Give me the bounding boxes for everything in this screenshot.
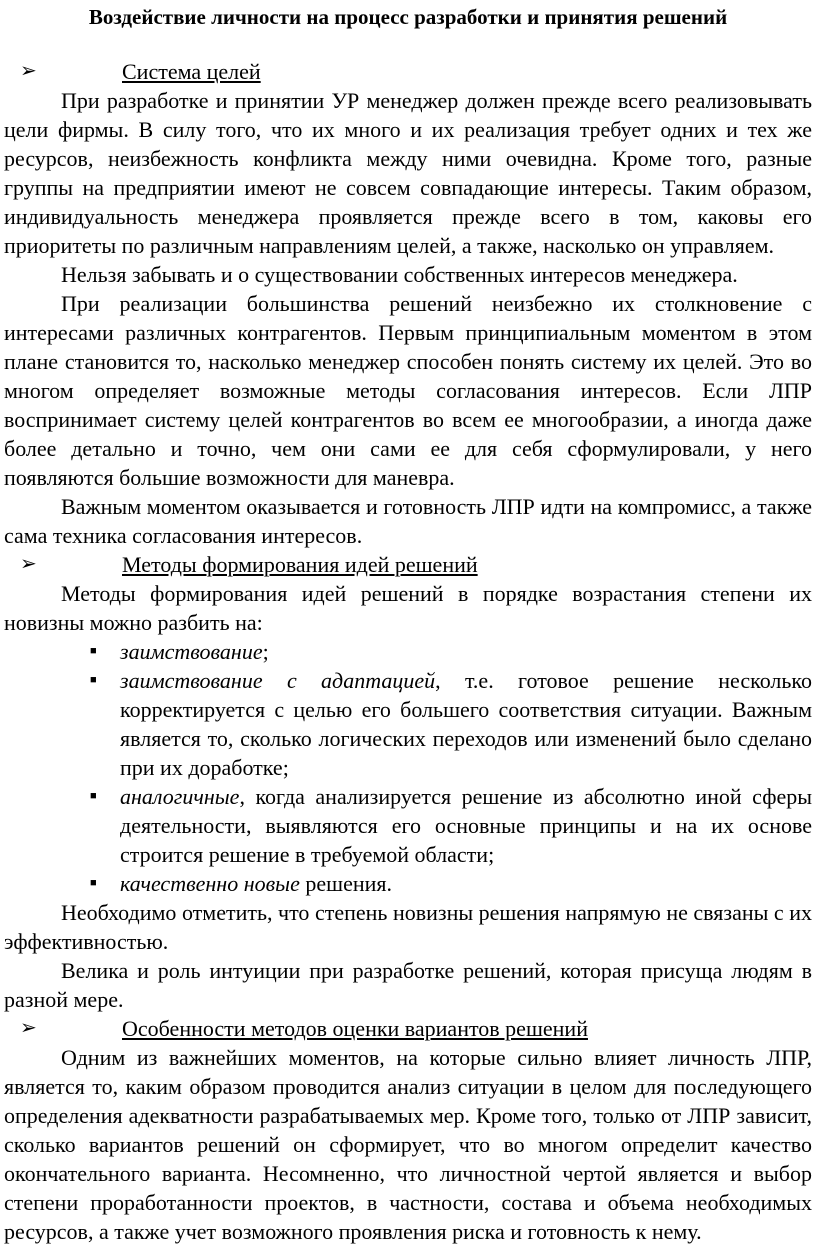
list-item: [90, 869, 812, 898]
section-heading-text: Методы формирования идей решений: [122, 552, 478, 577]
paragraph: Важным моментом оказывается и готовность ЛПР идти на компромисс, а также сама техника согласования интересов.: [4, 494, 812, 548]
arrowhead-right-icon: ➢: [20, 553, 37, 575]
paragraph: При реализации большинства решений неизбежно их столкновение с интересами различных контрагентов. Первым принципиальным моментом в этом плане становится то, насколько менеджер способен понять систему их целей. Это во многом определяет возможные методы согласования интересов. Если ЛПР воспринимает систему целей контрагентов во всем ее многообразии, а иногда даже более детально и точно, чем они сами ее для себя сформулировали, у него появляются большие возможности для маневра.: [4, 291, 812, 490]
paragraph: Велика и роль интуиции при разработке решений, которая присуща людям в разной мере.: [4, 958, 812, 1012]
arrowhead-right-icon: ➢: [20, 60, 37, 82]
methods-list: [4, 637, 812, 898]
paragraph: Одним из важнейших моментов, на которые сильно влияет личность ЛПР, является то, каким образом проводится анализ ситуации в целом для последующего определения адекватности разрабатываемых мер. Кроме того, только от ЛПР зависит, сколько вариантов решений он сформирует, что во многом определит качество окончательного варианта. Несомненно, что личностной чертой является и выбор степени проработанности проектов, в частности, состава и объема необходимых ресурсов, а также учет возможного проявления риска и готовность к нему.: [4, 1045, 812, 1244]
list-item-term: качественно новые: [120, 871, 300, 896]
section-heading-text: Система целей: [122, 59, 261, 84]
paragraph: Необходимо отметить, что степень новизны решения напрямую не связаны с их эффективностью.: [4, 900, 812, 954]
square-bullet-icon: ■: [90, 877, 97, 889]
square-bullet-icon: ■: [90, 674, 97, 686]
arrowhead-right-icon: ➢: [20, 1017, 37, 1039]
document-title: Воздействие личности на процесс разработки и принятия решений: [88, 5, 728, 29]
list-item-text: , когда анализируется решение из абсолютно иной сферы деятельности, выявляются его основные принципы и на их основе строится решение в требуемой области;: [120, 784, 812, 867]
paragraph: Нельзя забывать и о существовании собственных интересов менеджера.: [61, 262, 738, 287]
list-item: [90, 782, 812, 869]
list-item: [90, 666, 812, 782]
square-bullet-icon: ■: [90, 790, 97, 802]
list-item-text: , т.е. готовое решение несколько корректируется с целью его большего соответствия ситуации. Важным является то, сколько логических переходов или изменений было сделано при их доработке;: [120, 668, 812, 780]
list-item-term: заимствование: [120, 639, 263, 664]
section-heading-evaluation: [4, 1014, 812, 1043]
list-item-text: ;: [262, 639, 269, 664]
square-bullet-icon: ■: [90, 645, 97, 657]
section-heading-methods: [4, 550, 812, 579]
list-item-term: аналогичные: [120, 784, 240, 809]
list-item-term: заимствование с адаптацией: [120, 668, 436, 693]
list-item: [90, 637, 812, 666]
section-heading-text: Особенности методов оценки вариантов решений: [122, 1016, 588, 1041]
section-heading-goals: [4, 57, 812, 86]
paragraph: При разработке и принятии УР менеджер должен прежде всего реализовывать цели фирмы. В силу того, что их много и их реализация требует одних и тех же ресурсов, неизбежность конфликта между ними очевидна. Кроме того, разные группы на предприятии имеют не совсем совпадающие интересы. Таким образом, индивидуальность менеджера проявляется прежде всего в том, каковы его приоритеты по различным направлениям целей, а также, насколько он управляем.: [4, 88, 812, 258]
paragraph: Методы формирования идей решений в порядке возрастания степени их новизны можно разбить на:: [4, 581, 812, 635]
list-item-text: решения.: [299, 871, 392, 896]
